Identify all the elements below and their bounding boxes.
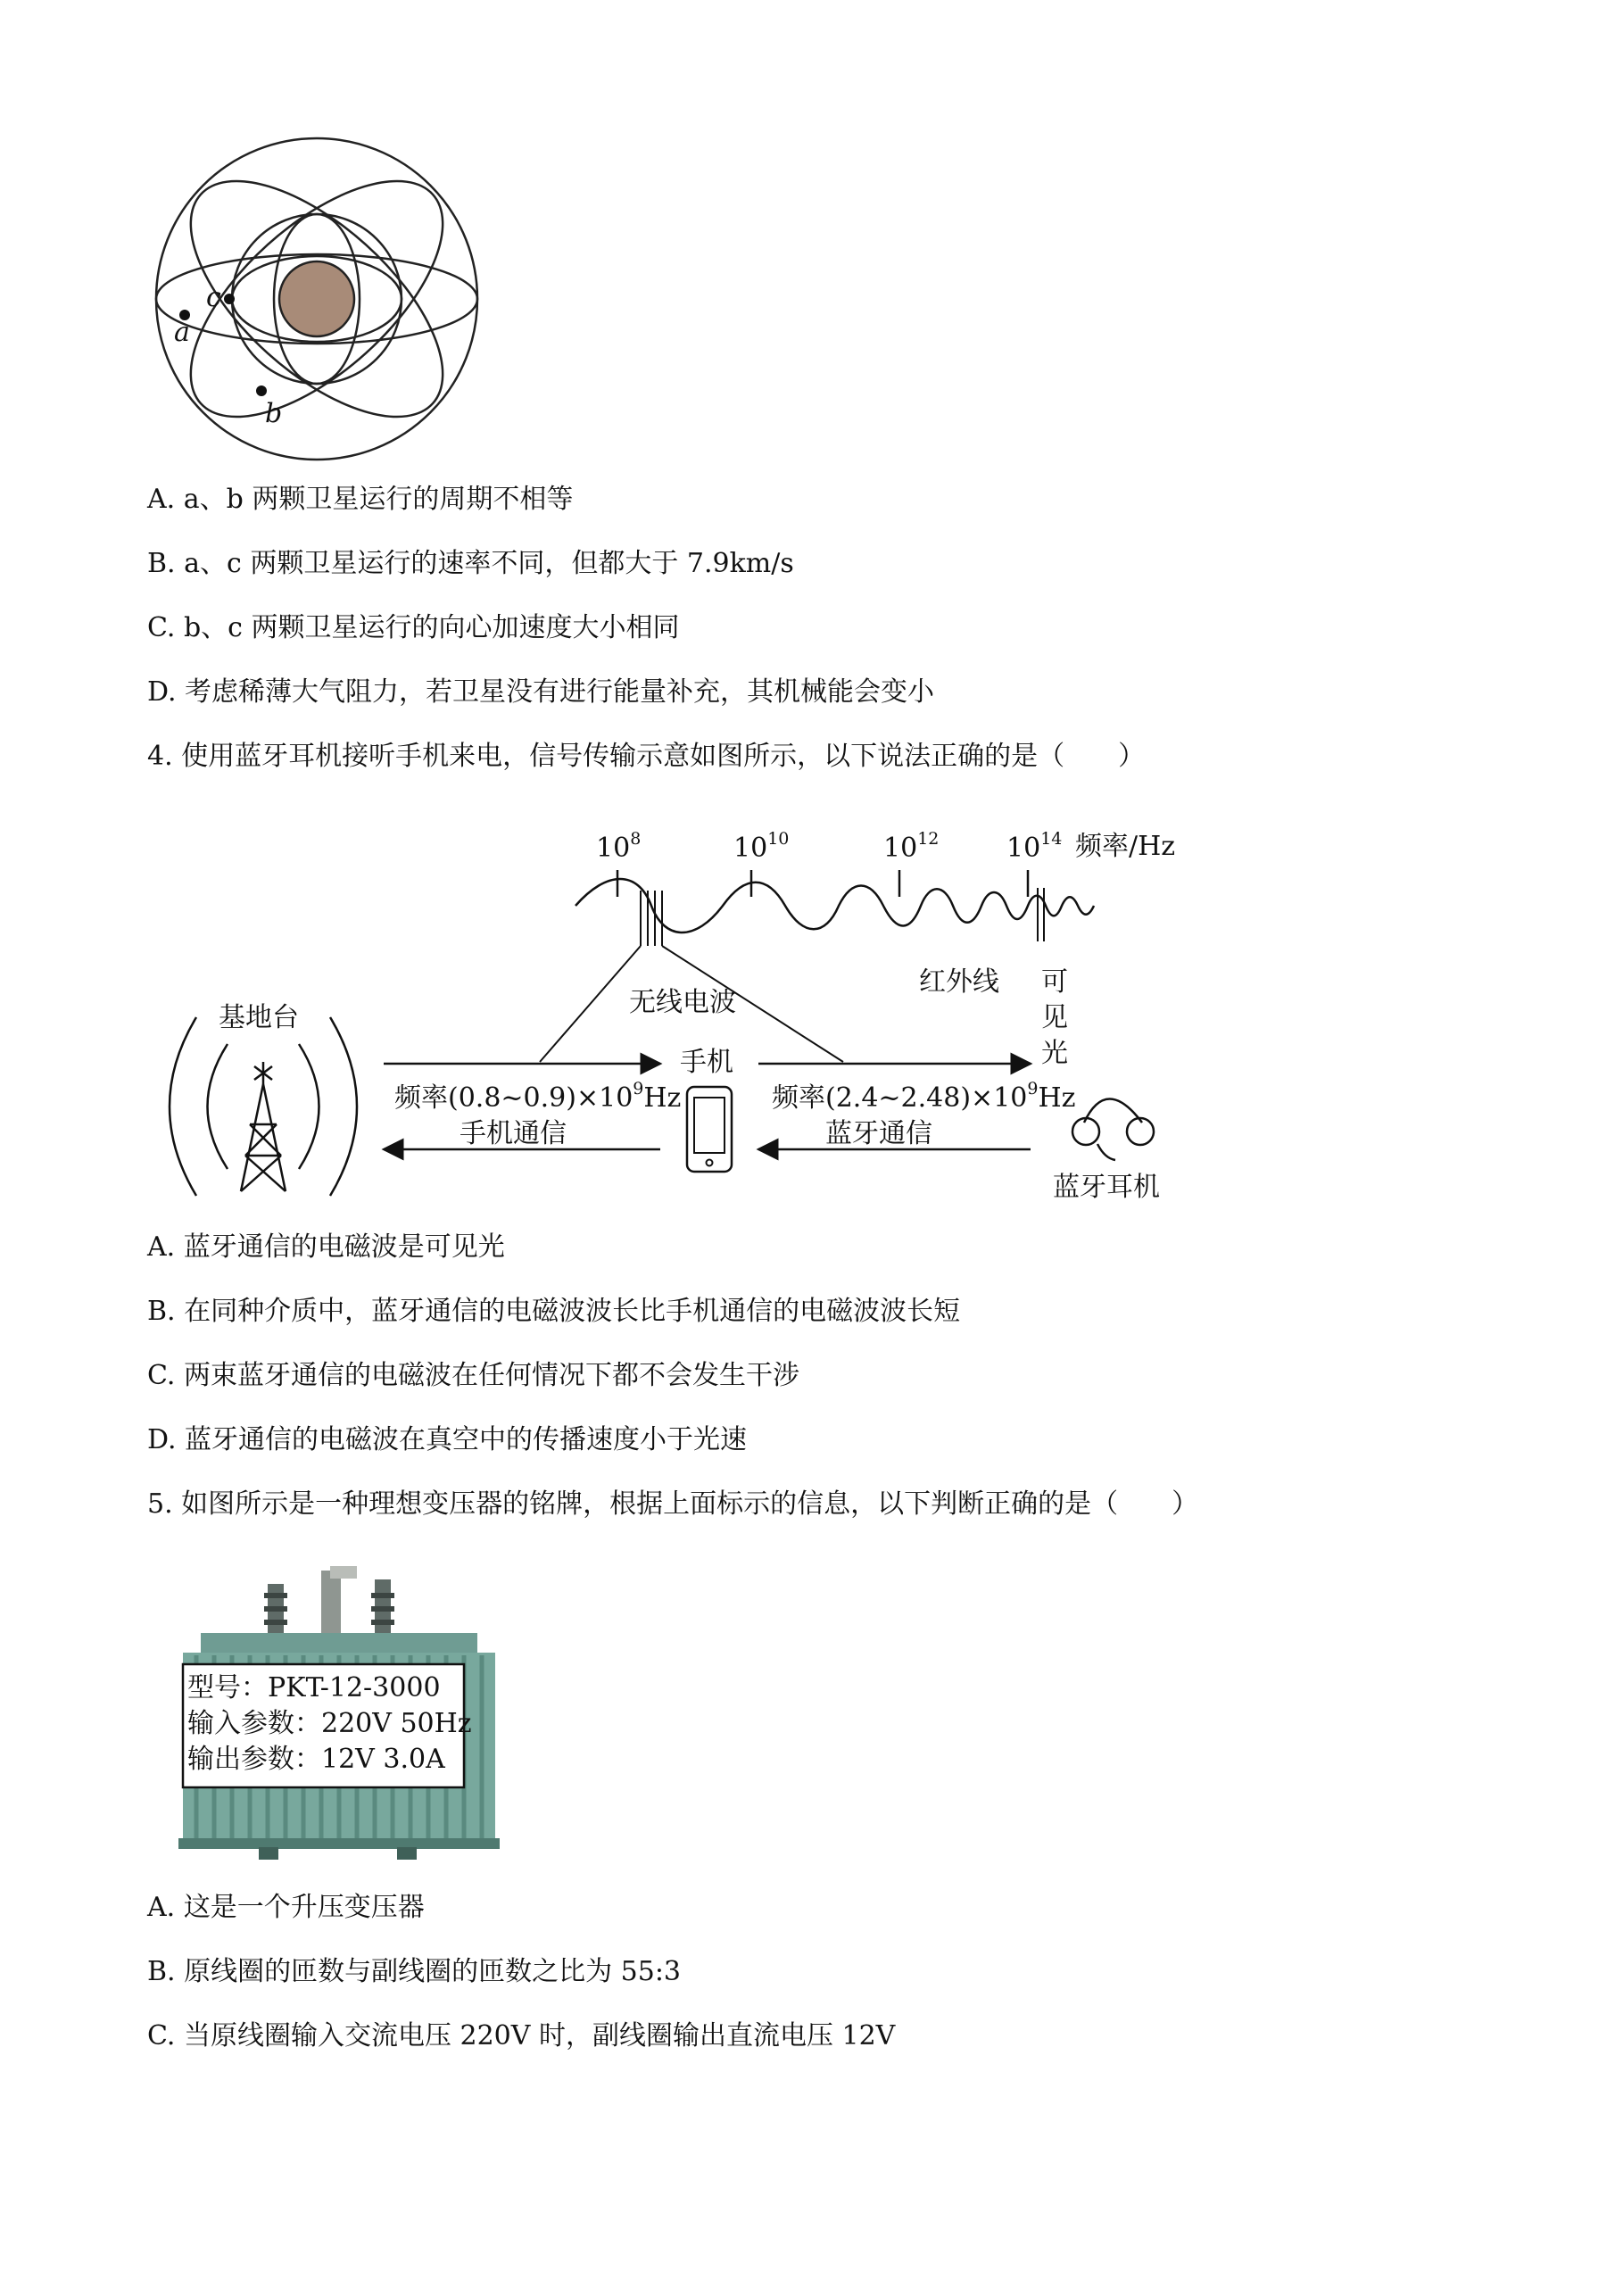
phone-screen	[694, 1098, 725, 1153]
headphone-icon	[1072, 1099, 1154, 1161]
tick-1e12: $10^{12}$	[883, 829, 940, 864]
earth	[279, 261, 354, 336]
label-c: c	[206, 282, 221, 313]
q3-option-b: B. a、c 两颗卫星运行的速率不同，但都大于 7.9km/s	[147, 548, 794, 579]
signal-arc-right-inner	[299, 1044, 319, 1169]
radio-wave-label: 无线电波	[629, 987, 736, 1018]
nameplate-output: 输出参数：12V 3.0A	[187, 1744, 445, 1775]
phone-label: 手机	[680, 1047, 733, 1078]
visible-label-2: 见	[1041, 1002, 1068, 1033]
q3-option-a: A. a、b 两颗卫星运行的周期不相等	[147, 484, 574, 515]
transformer-foot-left	[259, 1847, 278, 1860]
q5-option-c: C. 当原线圈输入交流电压 220V 时，副线圈输出直流电压 12V	[147, 2020, 896, 2051]
earphone-label: 蓝牙耳机	[1053, 1172, 1160, 1203]
q5-option-b: B. 原线圈的匝数与副线圈的匝数之比为 55:3	[147, 1956, 682, 1987]
visible-label-3: 光	[1041, 1038, 1068, 1069]
q5-stem: 5. 如图所示是一种理想变压器的铭牌，根据上面标示的信息，以下判断正确的是（ ）	[147, 1488, 1199, 1520]
spectrum-wave	[576, 879, 1094, 932]
mobile-comm-label: 手机通信	[460, 1118, 567, 1149]
bluetooth-signal-figure	[152, 812, 1187, 1205]
q4-option-c: C. 两束蓝牙通信的电磁波在任何情况下都不会发生干涉	[147, 1360, 799, 1391]
q4-option-a: A. 蓝牙通信的电磁波是可见光	[147, 1231, 505, 1263]
satellite-b-dot	[256, 385, 267, 396]
transformer-bushings	[264, 1566, 394, 1637]
transformer-base	[178, 1838, 500, 1849]
base-station-label: 基地台	[219, 1002, 299, 1033]
tick-1e8: $10^8$	[596, 829, 642, 864]
q3-option-c: C. b、c 两颗卫星运行的向心加速度大小相同	[147, 612, 680, 643]
q4-stem: 4. 使用蓝牙耳机接听手机来电，信号传输示意如图所示，以下说法正确的是（ ）	[147, 741, 1146, 772]
freq-unit-label: 频率/Hz	[1075, 831, 1176, 862]
radio-link-mobile	[540, 946, 641, 1062]
label-a: a	[174, 317, 190, 348]
mobile-freq-label: 频率$(0.8\sim 0.9)\times 10^9Hz$	[394, 1079, 682, 1114]
label-b: b	[265, 398, 283, 429]
satellite-orbit-figure	[147, 129, 495, 477]
infrared-label: 红外线	[919, 966, 999, 998]
signal-arc-right-outer	[330, 1017, 357, 1196]
signal-arc-left-inner	[208, 1044, 228, 1169]
nameplate-input: 输入参数：220V 50Hz	[187, 1708, 472, 1739]
transformer-foot-right	[397, 1847, 417, 1860]
signal-arc-left-outer	[170, 1017, 196, 1196]
visible-label-1: 可	[1041, 966, 1068, 998]
q4-option-b: B. 在同种介质中，蓝牙通信的电磁波波长比手机通信的电磁波波长短	[147, 1296, 961, 1327]
phone-home-button	[707, 1160, 713, 1166]
satellite-c-dot	[224, 294, 235, 304]
q5-option-a: A. 这是一个升压变压器	[147, 1892, 425, 1923]
base-station-tower	[241, 1062, 286, 1191]
transformer-figure	[178, 1566, 500, 1861]
bt-comm-label: 蓝牙通信	[825, 1118, 932, 1149]
tick-1e14: $10^{14}$	[1006, 829, 1063, 864]
q3-option-d: D. 考虑稀薄大气阻力，若卫星没有进行能量补充，其机械能会变小	[147, 676, 935, 708]
q4-option-d: D. 蓝牙通信的电磁波在真空中的传播速度小于光速	[147, 1424, 748, 1455]
nameplate-model: 型号：PKT-12-3000	[187, 1672, 441, 1703]
tick-1e10: $10^{10}$	[733, 829, 790, 864]
transformer-top-cover	[201, 1633, 477, 1653]
bt-freq-label: 频率$(2.4\sim 2.48)\times 10^9Hz$	[772, 1079, 1076, 1114]
